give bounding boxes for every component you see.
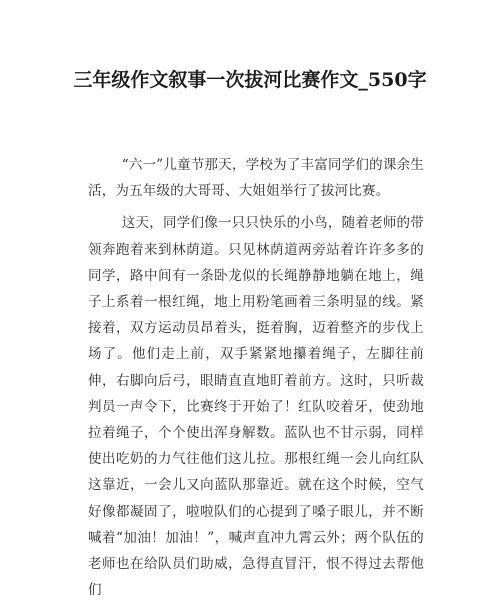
document-title: 三年级作文叙事一次拔河比赛作文_550字	[73, 69, 427, 91]
document-body	[88, 152, 424, 603]
paragraph-main: 这天，同学们像一只只快乐的小鸟，随着老师的带领奔跑着来到林荫道。只见林荫道两旁站着许许多多的同学，路中间有一条卧龙似的长绳静静地躺在地上，绳子上系着一根红绳，地上用粉笔画着三条明显的线。紧接着，双方运动员昂着头，挺着胸，迈着整齐的步伐上场了。他们走上前，双手紧紧地攥着绳子，左脚往前伸，右脚向后弓，眼睛直直地盯着前方。这时，只听裁判员一声令下，比赛终于开始了！红队咬着牙，使劲地拉着绳子，个个使出浑身解数。蓝队也不甘示弱，同样使出吃奶的力气往他们这儿拉。那根红绳一会儿向红队这靠近，一会儿又向蓝队那靠近。就在这个时候，空气好像都凝固了，啦啦队们的心提到了嗓子眼儿，并不断喊着“加油！加油！”，喊声直冲九霄云外；两个队伍的老师也在给队员们助威，急得直冒汗，恨不得过去帮他们	[88, 215, 424, 599]
paragraph-intro: “六一”儿童节那天，学校为了丰富同学们的课余生活，为五年级的大哥哥、大姐姐举行了拔河比赛。	[88, 157, 424, 200]
